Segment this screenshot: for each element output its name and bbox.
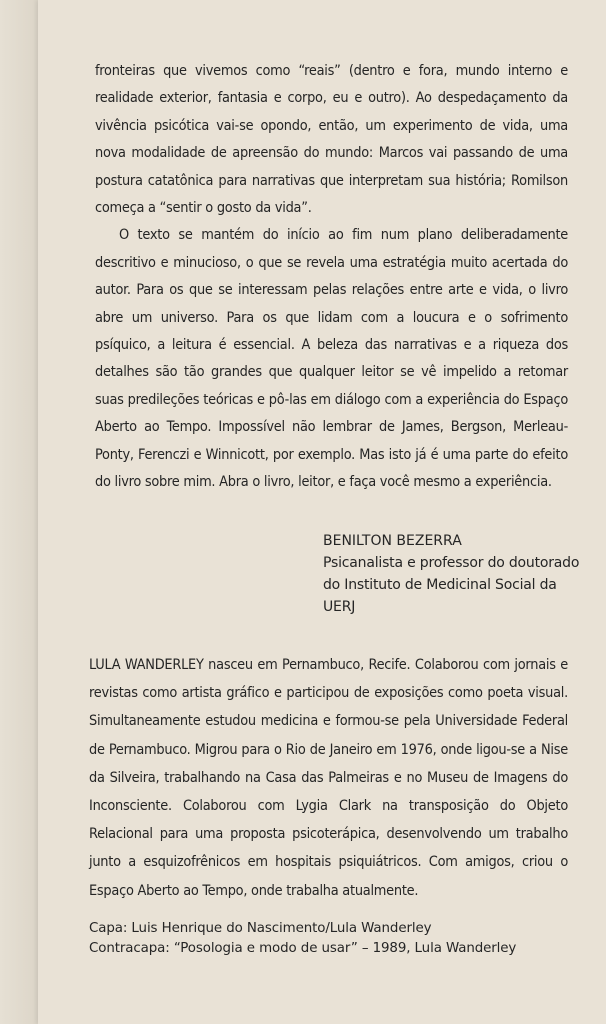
back-cover-credit: Contracapa: “Posologia e modo de usar” – 1989, Lula Wanderley	[89, 941, 517, 956]
page-edge	[0, 0, 38, 1024]
review-paragraph-2: O texto se mantém do início ao fim num plano deliberadamente descritivo e minucioso, o que se revela uma estratégia muito acertada do autor. Para os que se interessam pelas relações entre arte e vida, o livro abre um universo. Para os que lidam com a loucura e o sofrimento psíquico, a leitura é essencial. A beleza das narrativas e a riqueza dos detalhes são tão grandes que qualquer leitor se vê impelido a retomar suas predileções teóricas e pô-las em diálogo com a experiência do Espaço Aberto ao Tempo. Impossível não lembrar de James, Bergson, Merleau-Ponty, Ferenczi e Winnicott, por exemplo. Mas isto já é uma parte do efeito do livro sobre mim. Abra o livro, leitor, e faça você mesmo a experiência.	[95, 227, 568, 491]
review-signature	[323, 530, 583, 618]
signature-name: BENILTON BEZERRA	[323, 533, 462, 549]
review-text	[95, 58, 568, 497]
signature-title-line-1: Psicanalista e professor do doutorado	[323, 555, 580, 571]
image-credits	[89, 919, 569, 959]
cover-credit: Capa: Luis Henrique do Nascimento/Lula Wanderley	[89, 921, 432, 936]
author-bio-text: LULA WANDERLEY nasceu em Pernambuco, Recife. Colaborou com jornais e revistas como artista gráfico e participou de exposições como poeta visual. Simultaneamente estudou medicina e formou-se pela Universidade Federal de Pernambuco. Migrou para o Rio de Janeiro em 1976, onde ligou-se a Nise da Silveira, trabalhando na Casa das Palmeiras e no Museu de Imagens do Inconsciente. Colaborou com Lygia Clark na transposição do Objeto Relacional para uma proposta psicoterápica, desenvolvendo um trabalho junto a esquizofrênicos em hospitais psiquiátricos. Com amigos, criou o Espaço Aberto ao Tempo, onde trabalha atualmente.	[89, 657, 568, 899]
signature-title-line-2: do Instituto de Medicinal Social da UERJ	[323, 577, 557, 615]
author-bio	[89, 651, 568, 905]
review-paragraph-1: fronteiras que vivemos como “reais” (dentro e fora, mundo interno e realidade exterior, fantasia e corpo, eu e outro). Ao despedaçamento da vivência psicótica vai-se opondo, então, um experimento de vida, uma nova modalidade de apreensão do mundo: Marcos vai passando de uma postura catatônica para narrativas que interpretam sua história; Romilson começa a “sentir o gosto da vida”.	[95, 63, 568, 217]
